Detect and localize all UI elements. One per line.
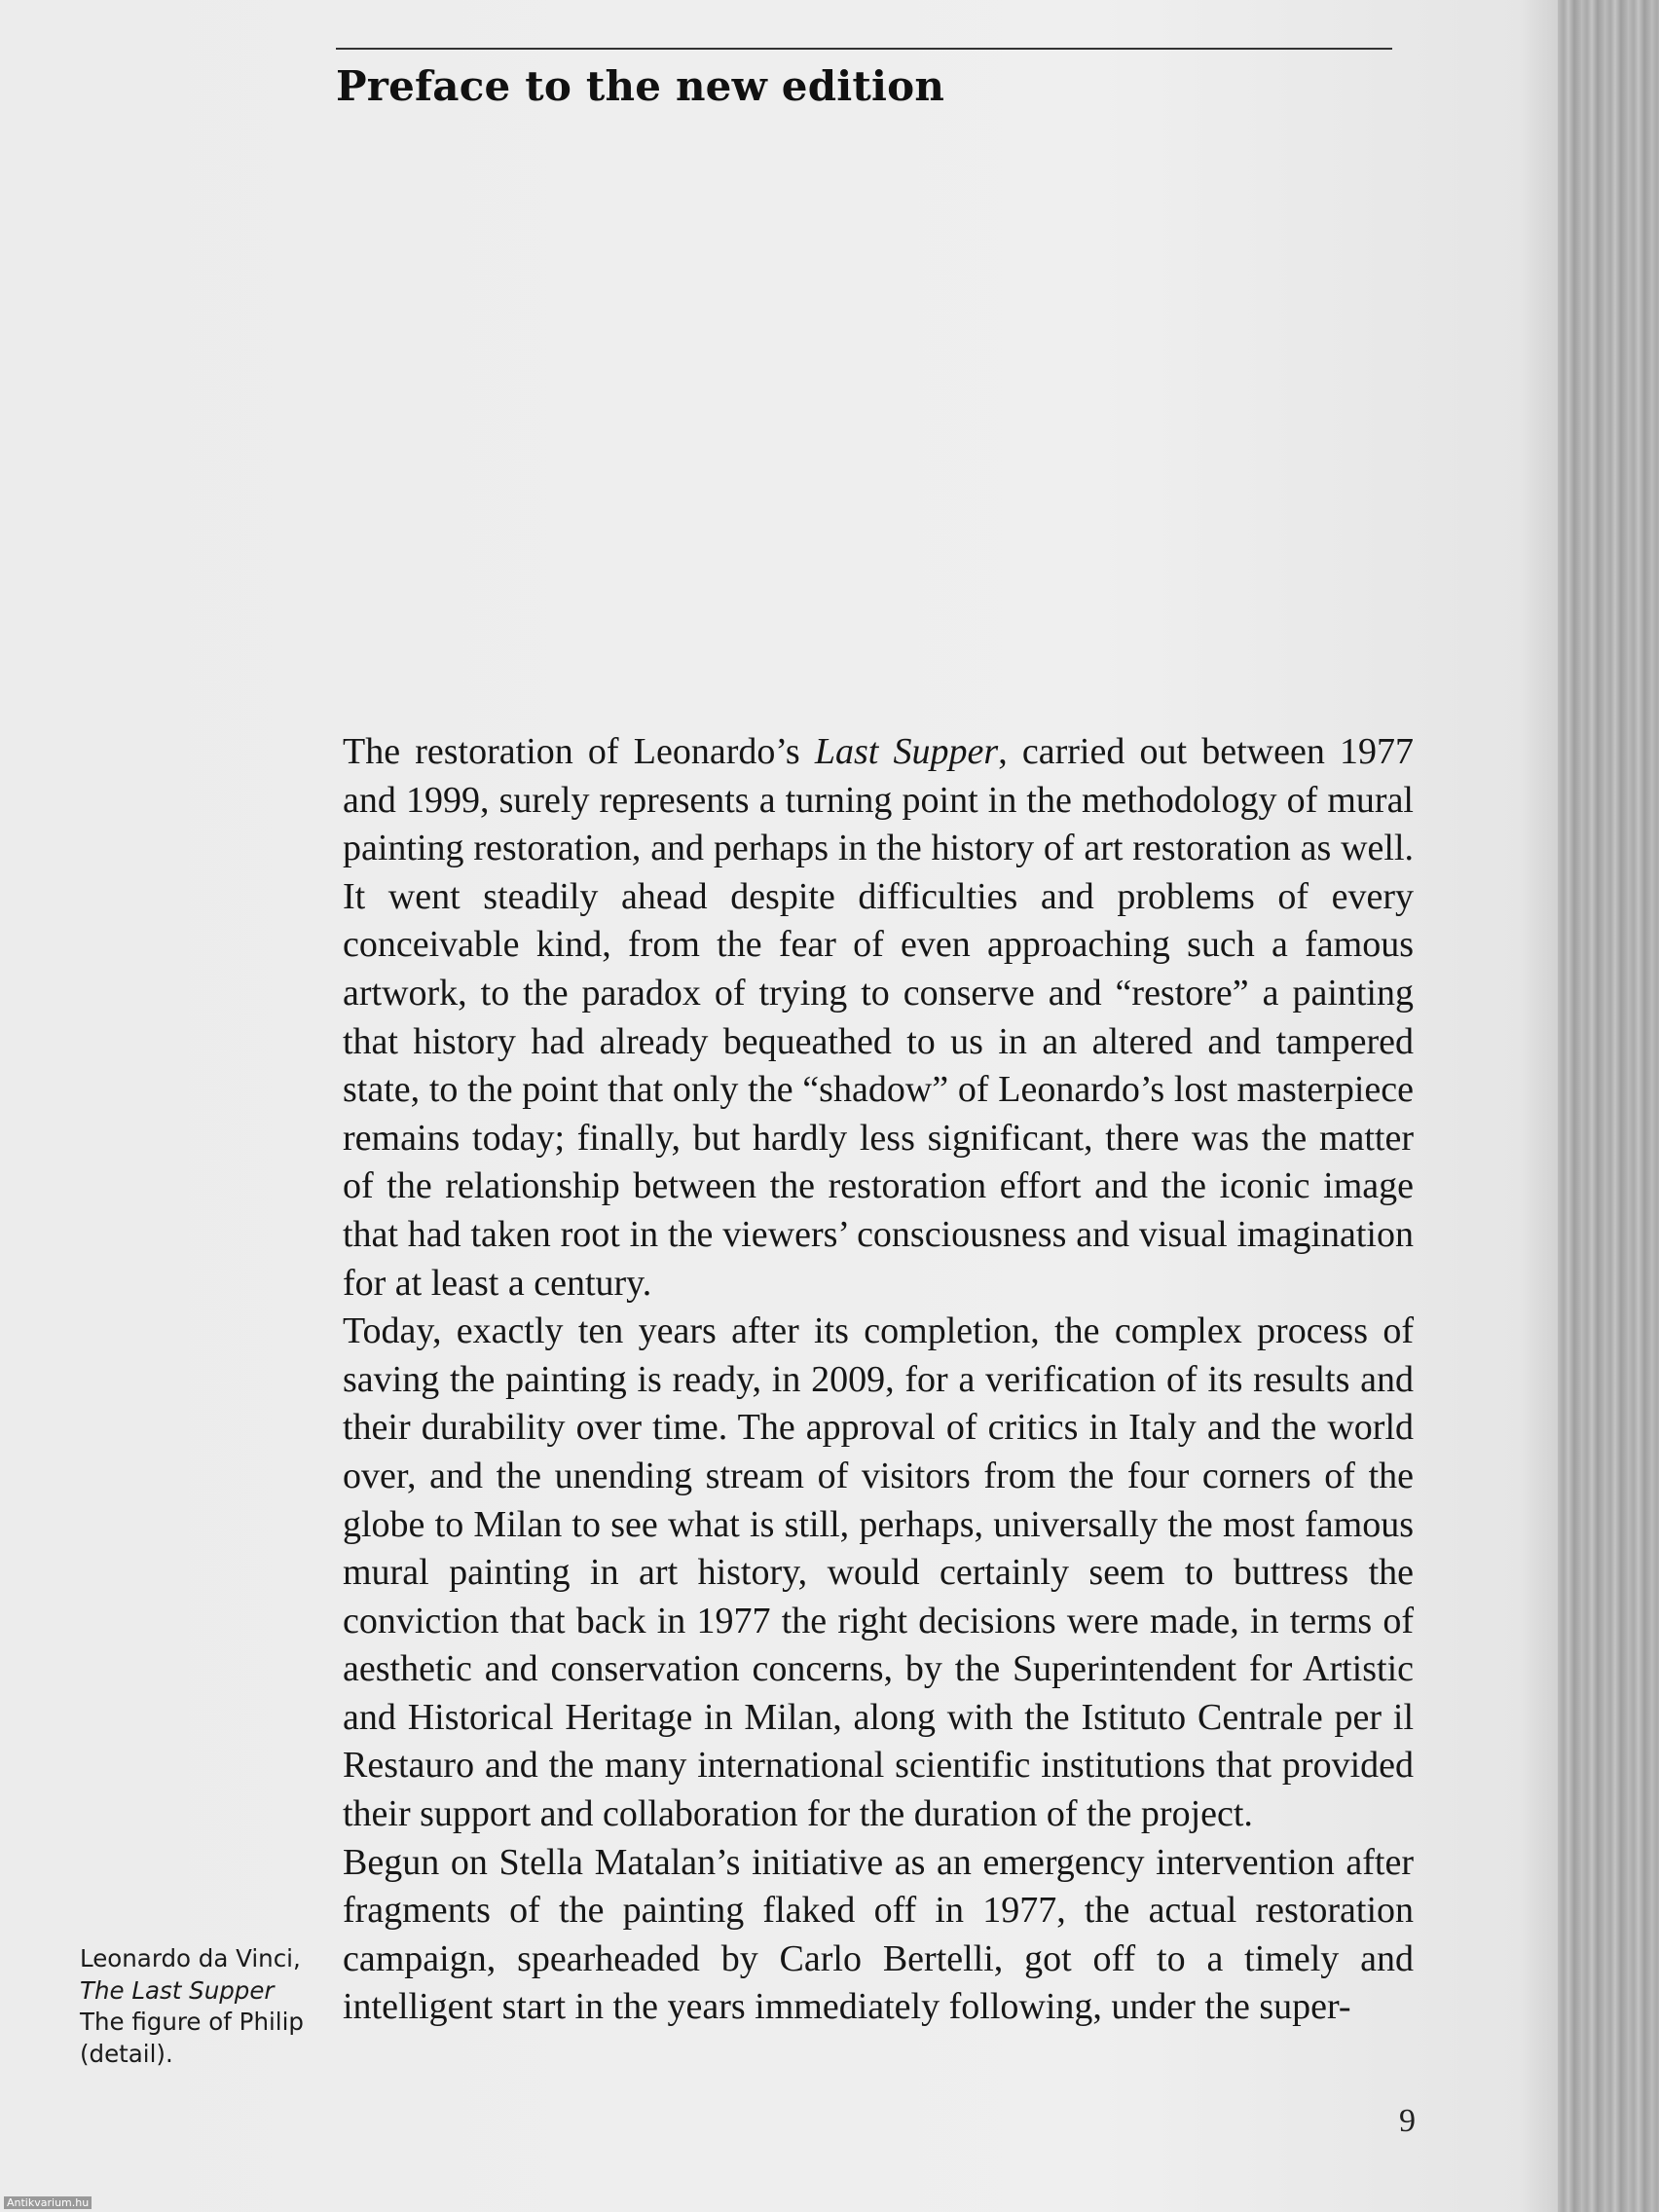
paragraph-2: Today, exactly ten years after its completion, the complex process of saving the painting is ready, in 2009, for a verification of its results and their durability over time. The approval of critics in Italy and the world over, and the unending stream of visitors from the four corners of the globe to Milan to see what is still, perhaps, universally the most famous mural painting in art history, would certainly seem to buttress the conviction that back in 1977 the right decisions were made, in terms of aesthetic and conservation concerns, by the Superintendent for Artistic and Historical Heritage in Milan, along with the Istituto Centrale per il Restauro and the many international scientific institutions that provided their support and collaboration for the duration of the project. bbox=[343, 1310, 1414, 1835]
figure-caption bbox=[80, 1943, 313, 2070]
paragraph-3: Begun on Stella Matalan’s initiative as an emergency intervention after fragments of the painting flaked off in 1977, the actual restoration campaign, spearheaded by Carlo Bertelli, got off to a timely and intelligent start in the years immediately following, under the super- bbox=[343, 1841, 1414, 2028]
header-rule bbox=[336, 48, 1392, 50]
page-number: 9 bbox=[1399, 2103, 1416, 2139]
watermark: Antikvarium.hu bbox=[4, 2196, 92, 2209]
body-text bbox=[343, 728, 1414, 2032]
paragraph-1 bbox=[343, 728, 1414, 1308]
caption-subject: The figure of Philip bbox=[80, 2008, 304, 2036]
paragraph-1-start: The restoration of Leonardo’s bbox=[343, 731, 815, 772]
page-title: Preface to the new edition bbox=[336, 62, 945, 110]
caption-artwork: The Last Supper bbox=[80, 1975, 275, 2005]
book-spine-edge bbox=[1558, 0, 1659, 2212]
caption-detail: (detail). bbox=[80, 2039, 173, 2068]
artwork-title: Last Supper bbox=[814, 731, 999, 772]
caption-artist: Leonardo da Vinci, bbox=[80, 1944, 301, 1972]
paragraph-1-rest: , carried out between 1977 and 1999, surely represents a turning point in the methodology of mural painting restoration, and perhaps in the history of art restoration as well. It went steadily ahead despite difficulties and problems of every conceivable kind, from the fear of even approaching such a famous artwork, to the paradox of trying to conserve and “restore” a painting that history had already bequeathed to us in an altered and tampered state, to the point that only the “shadow” of Leonardo’s lost masterpiece remains today; finally, but hardly less significant, there was the matter of the relationship between the restoration effort and the iconic image that had taken root in the viewers’ consciousness and visual imagination for at least a century. bbox=[343, 731, 1414, 1304]
